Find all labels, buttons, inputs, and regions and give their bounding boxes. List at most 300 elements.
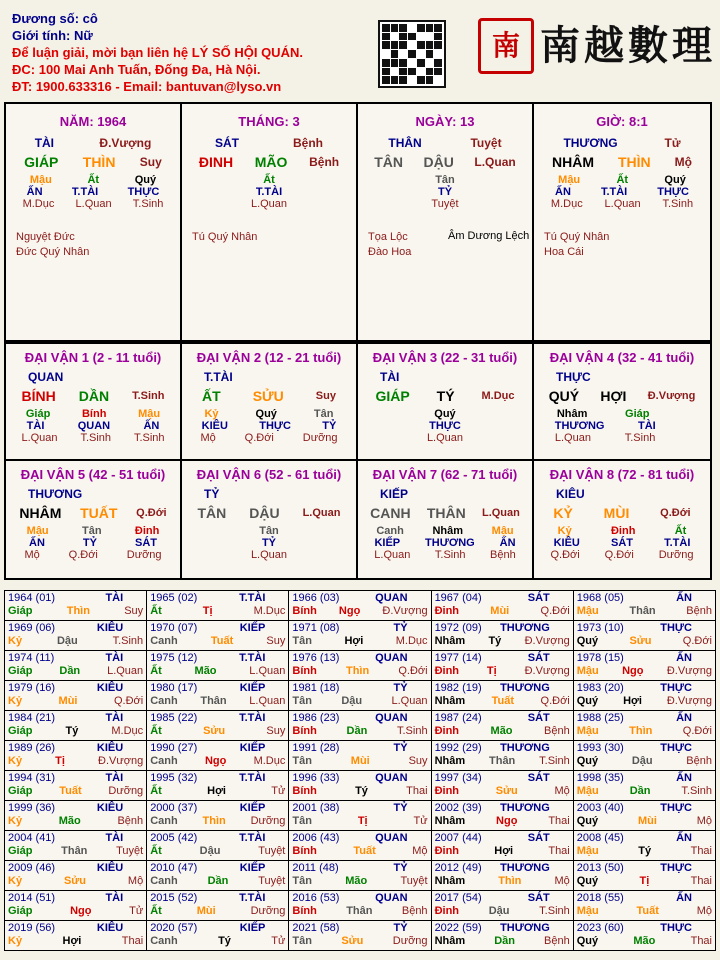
than-sat-extra: Âm Dương Lệch	[448, 230, 530, 242]
dai-van-sao: T.TÀI	[204, 370, 233, 384]
pillar-ts: L.Quan	[474, 155, 516, 169]
year-can: Kỷ	[8, 935, 23, 947]
year-chi: Dậu	[341, 695, 363, 707]
year-chi: Hợi	[344, 635, 364, 647]
year-sao: THỰC	[660, 862, 692, 874]
year-label: 1984 (21)	[8, 712, 56, 724]
year-cell[interactable]	[573, 621, 715, 651]
year-cell[interactable]	[573, 831, 715, 861]
year-cell[interactable]	[5, 861, 147, 891]
dv-ts: Q.Đới	[136, 507, 167, 519]
year-label: 2021 (58)	[292, 922, 340, 934]
year-can: Bính	[292, 905, 317, 917]
year-ts: Tuyệt	[116, 845, 144, 857]
hidden-stem: Mậu	[29, 174, 52, 186]
pillars-panel	[4, 102, 712, 342]
year-ts: Mộ	[554, 875, 570, 887]
hidden-stem: Quý	[664, 174, 686, 186]
dv-hidden-stem: Quý	[434, 408, 456, 420]
year-cell[interactable]	[147, 651, 289, 681]
year-ts: Thai	[548, 845, 570, 857]
dai-van-sao: TÀI	[380, 370, 400, 384]
year-chi: Ngọ	[496, 815, 518, 827]
than-sat: Nguyệt Đức	[16, 231, 75, 243]
dv-hidden-sao: ẤN	[143, 420, 160, 432]
luu-nien-table	[4, 590, 716, 951]
dv-ts: L.Quan	[302, 507, 341, 519]
year-ts: Thai	[690, 845, 712, 857]
dv-chi: TÝ	[436, 388, 455, 404]
dia-chi: ĐC: 100 Mai Anh Tuấn, Đống Đa, Hà Nội.	[12, 62, 261, 77]
year-ts: T.Sinh	[539, 755, 570, 767]
year-sao: KIẾP	[239, 742, 266, 754]
dv-hidden-stem: Tân	[259, 525, 279, 537]
year-chi: Thân	[61, 845, 88, 857]
year-chi: Tuất	[491, 695, 515, 707]
year-can: Nhâm	[434, 635, 466, 647]
year-cell[interactable]	[289, 651, 431, 681]
year-sao: T.TÀI	[239, 592, 266, 604]
year-label: 1995 (32)	[150, 772, 198, 784]
dv-hidden-sao: SÁT	[134, 537, 157, 549]
pillar-chi: THÌN	[82, 154, 116, 170]
year-chi: Thân	[200, 695, 227, 707]
year-sao: THỰC	[660, 682, 692, 694]
year-can: Giáp	[8, 905, 33, 917]
year-cell[interactable]	[289, 771, 431, 801]
year-label: 1989 (26)	[8, 742, 56, 754]
year-chi: Ngọ	[204, 755, 227, 767]
year-sao: THỰC	[660, 802, 692, 814]
year-ts: Mộ	[696, 905, 712, 917]
hidden-stem: Quý	[134, 174, 157, 186]
year-cell[interactable]	[5, 801, 147, 831]
year-cell[interactable]	[431, 591, 573, 621]
pillar-chi: DẬU	[423, 154, 454, 170]
year-cell[interactable]	[5, 621, 147, 651]
year-cell[interactable]	[289, 921, 431, 951]
dv-chi: DẬU	[249, 505, 280, 521]
year-can: Canh	[150, 695, 178, 707]
year-sao: TÀI	[105, 772, 124, 784]
year-cell[interactable]	[5, 711, 147, 741]
year-sao: TÀI	[105, 712, 124, 724]
year-can: Giáp	[8, 665, 33, 677]
year-label: 2005 (42)	[150, 832, 198, 844]
year-can: Đinh	[434, 605, 460, 617]
year-label: 1998 (35)	[576, 772, 624, 784]
dv-hidden-stem: Mậu	[138, 408, 161, 420]
year-cell[interactable]	[5, 831, 147, 861]
year-ts: T.Sinh	[396, 725, 428, 737]
year-can: Kỷ	[8, 755, 23, 767]
dv-hidden-ts: T.Sinh	[133, 432, 165, 444]
year-cell[interactable]	[147, 711, 289, 741]
year-can: Đinh	[434, 905, 460, 917]
year-sao: ẤN	[676, 712, 692, 724]
dai-van-cell[interactable]	[6, 344, 182, 461]
year-can: Canh	[150, 815, 178, 827]
year-sao: SÁT	[527, 712, 550, 724]
hidden-ts: T.Sinh	[132, 198, 164, 210]
year-label: 1977 (14)	[434, 652, 482, 664]
year-cell[interactable]	[431, 771, 573, 801]
year-chi: Mùi	[637, 815, 657, 827]
dai-van-title: ĐẠI VẬN 7 (62 - 71 tuổi)	[372, 467, 518, 482]
pillar-cell	[182, 104, 358, 340]
pillar-title: NGÀY: 13	[415, 114, 475, 129]
year-can: Mậu	[576, 725, 599, 737]
year-can: Ất	[150, 725, 162, 737]
year-cell[interactable]	[573, 711, 715, 741]
dai-van-cell[interactable]	[6, 461, 182, 578]
dv-hidden-ts: Dưỡng	[126, 549, 162, 561]
hidden-ts: L.Quan	[250, 198, 288, 210]
year-cell[interactable]	[431, 861, 573, 891]
dai-van-sao: THƯƠNG	[28, 487, 83, 501]
year-row	[5, 591, 716, 621]
year-label: 2014 (51)	[8, 892, 56, 904]
year-ts: L.Quan	[107, 665, 144, 677]
year-ts: Mộ	[554, 785, 570, 797]
year-label: 1981 (18)	[292, 682, 340, 694]
year-ts: Tuyệt	[400, 875, 428, 887]
year-sao: SÁT	[527, 592, 550, 604]
dv-can: CANH	[370, 505, 411, 521]
year-can: Bính	[292, 605, 317, 617]
year-cell[interactable]	[147, 681, 289, 711]
year-can: Kỷ	[8, 875, 23, 887]
year-label: 2001 (38)	[292, 802, 340, 814]
year-cell[interactable]	[289, 861, 431, 891]
year-sao: KIÊU	[96, 622, 124, 634]
year-label: 2023 (60)	[576, 922, 624, 934]
dien-thoai[interactable]: ĐT: 1900.633316 - Email: bantuvan@lyso.vn	[12, 79, 282, 94]
year-can: Nhâm	[434, 935, 466, 947]
year-cell[interactable]	[5, 771, 147, 801]
year-sao: ẤN	[676, 652, 692, 664]
dai-van-sao: TỶ	[204, 487, 220, 501]
year-chi: Mão	[345, 875, 368, 887]
year-chi: Mùi	[196, 905, 216, 917]
year-cell[interactable]	[147, 801, 289, 831]
year-cell[interactable]	[147, 831, 289, 861]
year-cell[interactable]	[431, 891, 573, 921]
dai-van-cell[interactable]	[182, 461, 358, 578]
year-can: Đinh	[434, 725, 460, 737]
dv-chi: THÂN	[426, 505, 466, 521]
year-cell[interactable]	[289, 831, 431, 861]
dv-hidden-stem: Nhâm	[556, 408, 588, 420]
year-chi: Thân	[346, 905, 373, 917]
dai-van-title: ĐẠI VẬN 5 (42 - 51 tuổi)	[20, 467, 166, 482]
year-cell[interactable]	[431, 621, 573, 651]
year-ts: Bệnh	[544, 935, 570, 947]
year-chi: Thìn	[66, 605, 90, 617]
year-label: 1996 (33)	[292, 772, 340, 784]
year-cell[interactable]	[289, 621, 431, 651]
dai-van-cell[interactable]	[358, 344, 534, 461]
year-cell[interactable]	[289, 711, 431, 741]
year-chi: Sửu	[341, 935, 364, 947]
year-row	[5, 921, 716, 951]
year-can: Ất	[150, 845, 162, 857]
hidden-ts: Tuyệt	[431, 198, 459, 210]
year-cell[interactable]	[289, 741, 431, 771]
year-chi: Dậu	[199, 845, 221, 857]
year-can: Kỷ	[8, 815, 23, 827]
dv-hidden-ts: Q.Đới	[604, 549, 634, 561]
dv-ts: Đ.Vượng	[647, 390, 696, 402]
year-can: Canh	[150, 935, 178, 947]
year-sao: THƯƠNG	[500, 742, 550, 754]
year-cell[interactable]	[5, 651, 147, 681]
than-sat-list	[192, 230, 257, 245]
year-cell[interactable]	[573, 681, 715, 711]
pillar-can: TÂN	[374, 154, 404, 170]
year-row	[5, 861, 716, 891]
qr-code-icon[interactable]	[378, 20, 446, 88]
year-ts: T.Sinh	[681, 785, 712, 797]
year-chi: Mão	[633, 935, 656, 947]
year-sao: TÀI	[105, 652, 124, 664]
dv-hidden-stem: Nhâm	[432, 525, 464, 537]
year-sao: KIÊU	[96, 922, 124, 934]
than-sat-list	[16, 230, 89, 260]
year-chi: Ngọ	[70, 905, 92, 917]
year-ts: Bệnh	[686, 755, 712, 767]
year-cell[interactable]	[573, 591, 715, 621]
year-ts: Tử	[271, 785, 286, 797]
year-ts: Thai	[121, 935, 144, 947]
year-ts: Suy	[266, 725, 286, 737]
year-cell[interactable]	[147, 591, 289, 621]
pillar-truong-sinh: Tử	[664, 136, 681, 150]
dv-hidden-ts: Bệnh	[490, 549, 516, 561]
year-label: 1993 (30)	[576, 742, 624, 754]
year-sao: THƯƠNG	[500, 622, 550, 634]
year-label: 1970 (07)	[150, 622, 198, 634]
year-cell[interactable]	[289, 801, 431, 831]
year-sao: TÀI	[105, 832, 124, 844]
dv-hidden-sao: KIÊU	[201, 420, 228, 432]
than-sat: Tú Quý Nhân	[544, 231, 610, 243]
year-can: Mậu	[576, 785, 599, 797]
year-cell[interactable]	[289, 591, 431, 621]
year-sao: KIÊU	[96, 802, 124, 814]
year-chi: Dần	[59, 665, 81, 677]
year-cell[interactable]	[5, 741, 147, 771]
year-label: 2003 (40)	[576, 802, 624, 814]
dv-hidden-sao: KIÊU	[553, 537, 580, 549]
year-cell[interactable]	[573, 861, 715, 891]
year-ts: Mộ	[127, 875, 144, 887]
year-can: Tân	[292, 875, 312, 887]
year-ts: T.Sinh	[112, 635, 144, 647]
year-cell[interactable]	[431, 741, 573, 771]
hidden-ts: M.Dục	[550, 198, 583, 210]
year-sao: TỶ	[393, 682, 408, 694]
dv-can: NHÂM	[19, 505, 62, 521]
year-chi: Tị	[639, 875, 650, 887]
year-chi: Hợi	[207, 785, 226, 797]
year-chi: Hợi	[62, 935, 82, 947]
year-chi: Tuất	[636, 905, 659, 917]
pillar-sao: THƯƠNG	[563, 136, 618, 150]
year-label: 1982 (19)	[434, 682, 482, 694]
year-ts: T.Sinh	[539, 905, 570, 917]
duong-so: Đương số: cô	[12, 11, 98, 26]
dv-hidden-ts: Q.Đới	[550, 549, 580, 561]
pillar-title: NĂM: 1964	[59, 114, 127, 129]
dv-ts: Suy	[315, 390, 336, 402]
year-can: Quý	[576, 875, 599, 887]
year-chi: Tuất	[353, 845, 376, 857]
year-chi: Thân	[489, 755, 516, 767]
year-sao: ẤN	[676, 892, 692, 904]
year-can: Bính	[292, 725, 317, 737]
year-cell[interactable]	[147, 621, 289, 651]
year-cell[interactable]	[289, 891, 431, 921]
year-label: 1992 (29)	[434, 742, 482, 754]
dv-hidden-stem: Bính	[81, 408, 107, 420]
year-cell[interactable]	[431, 831, 573, 861]
year-ts: M.Dục	[253, 755, 286, 767]
year-can: Kỷ	[8, 695, 23, 707]
year-sao: KIÊU	[96, 682, 124, 694]
year-sao: KIÊU	[96, 862, 124, 874]
dv-hidden-sao: THƯƠNG	[425, 537, 475, 549]
year-cell[interactable]	[431, 711, 573, 741]
dv-hidden-ts: L.Quan	[426, 432, 464, 444]
year-sao: THỰC	[660, 922, 692, 934]
year-label: 2009 (46)	[8, 862, 56, 874]
hidden-sao: T.TÀI	[71, 186, 99, 198]
pillar-cell	[358, 104, 534, 340]
year-sao: ẤN	[676, 772, 692, 784]
year-can: Nhâm	[434, 755, 466, 767]
hidden-sao: T.TÀI	[600, 186, 628, 198]
year-sao: THỰC	[660, 622, 692, 634]
year-chi: Tý	[355, 785, 368, 797]
year-cell[interactable]	[573, 921, 715, 951]
pillar-sao: THÂN	[388, 136, 422, 150]
year-cell[interactable]	[431, 651, 573, 681]
year-cell[interactable]	[573, 741, 715, 771]
dv-hidden-ts: Mộ	[200, 432, 216, 444]
year-cell[interactable]	[147, 861, 289, 891]
hidden-sao: ẤN	[555, 186, 571, 198]
year-can: Quý	[576, 695, 599, 707]
year-chi: Tý	[218, 935, 231, 947]
than-sat: Hoa Cái	[544, 246, 584, 258]
than-sat-list	[368, 230, 411, 260]
year-cell[interactable]	[5, 591, 147, 621]
year-label: 2010 (47)	[150, 862, 198, 874]
year-chi: Thìn	[345, 665, 370, 677]
year-chi: Thìn	[202, 815, 226, 827]
year-sao: TÀI	[105, 892, 124, 904]
dai-van-cell[interactable]	[534, 461, 710, 578]
year-can: Giáp	[8, 605, 33, 617]
pillar-title: GIỜ: 8:1	[596, 114, 648, 129]
year-ts: Tử	[413, 815, 428, 827]
year-label: 1967 (04)	[434, 592, 482, 604]
year-cell[interactable]	[573, 651, 715, 681]
year-ts: Bệnh	[401, 905, 428, 917]
dai-van-title: ĐẠI VẬN 3 (22 - 31 tuổi)	[372, 350, 518, 365]
year-label: 2002 (39)	[434, 802, 482, 814]
year-can: Canh	[150, 755, 178, 767]
year-cell[interactable]	[147, 891, 289, 921]
year-chi: Sửu	[63, 875, 86, 887]
year-chi: Tị	[202, 605, 213, 617]
dv-hidden-sao: KIẾP	[374, 537, 401, 549]
dv-hidden-ts: T.Sinh	[434, 549, 466, 561]
year-sao: T.TÀI	[239, 712, 266, 724]
year-cell[interactable]	[289, 681, 431, 711]
year-cell[interactable]	[147, 741, 289, 771]
dv-ts: Q.Đới	[660, 507, 691, 519]
dai-van-title: ĐẠI VẬN 6 (52 - 61 tuổi)	[196, 467, 342, 482]
dai-van-cell[interactable]	[358, 461, 534, 578]
year-cell[interactable]	[147, 771, 289, 801]
year-can: Bính	[292, 785, 317, 797]
dv-can: QUÝ	[548, 388, 580, 404]
pillar-ts: Bệnh	[309, 155, 340, 169]
year-cell[interactable]	[147, 921, 289, 951]
brand-logo: 南越數理	[540, 22, 716, 69]
dv-hidden-stem: Kỷ	[204, 408, 219, 420]
hidden-stem: Ất	[616, 174, 629, 186]
year-label: 2013 (50)	[576, 862, 624, 874]
dai-van-cell[interactable]	[182, 344, 358, 461]
year-cell[interactable]	[431, 801, 573, 831]
hidden-stem: Mậu	[558, 174, 581, 186]
dv-hidden-sao: TÀI	[637, 420, 656, 432]
year-label: 1965 (02)	[150, 592, 198, 604]
dv-hidden-sao: TỶ	[82, 537, 97, 549]
hidden-sao: ẤN	[26, 186, 43, 198]
pillar-truong-sinh: Bệnh	[293, 136, 323, 150]
dv-hidden-stem: Đinh	[134, 525, 160, 537]
year-cell[interactable]	[573, 801, 715, 831]
year-cell[interactable]	[5, 891, 147, 921]
dv-can: KỶ	[553, 505, 573, 521]
year-cell[interactable]	[431, 921, 573, 951]
dai-van-cell[interactable]	[534, 344, 710, 461]
year-cell[interactable]	[573, 771, 715, 801]
year-cell[interactable]	[5, 681, 147, 711]
year-cell[interactable]	[5, 921, 147, 951]
dv-hidden-stem: Quý	[255, 408, 277, 420]
year-cell[interactable]	[573, 891, 715, 921]
year-row	[5, 621, 716, 651]
year-ts: L.Quan	[249, 695, 286, 707]
year-sao: QUAN	[375, 712, 408, 724]
year-ts: Q.Đới	[113, 695, 144, 707]
pillar-sao: SÁT	[215, 136, 239, 150]
hidden-sao: THỰC	[657, 186, 689, 198]
dv-hidden-stem: Mậu	[26, 525, 49, 537]
year-sao: TỶ	[393, 862, 408, 874]
year-ts: Tử	[271, 935, 286, 947]
year-cell[interactable]	[431, 681, 573, 711]
year-ts: M.Dục	[253, 605, 286, 617]
year-ts: Đ.Vượng	[382, 605, 428, 617]
year-ts: Q.Đới	[682, 635, 712, 647]
year-can: Mậu	[576, 665, 599, 677]
